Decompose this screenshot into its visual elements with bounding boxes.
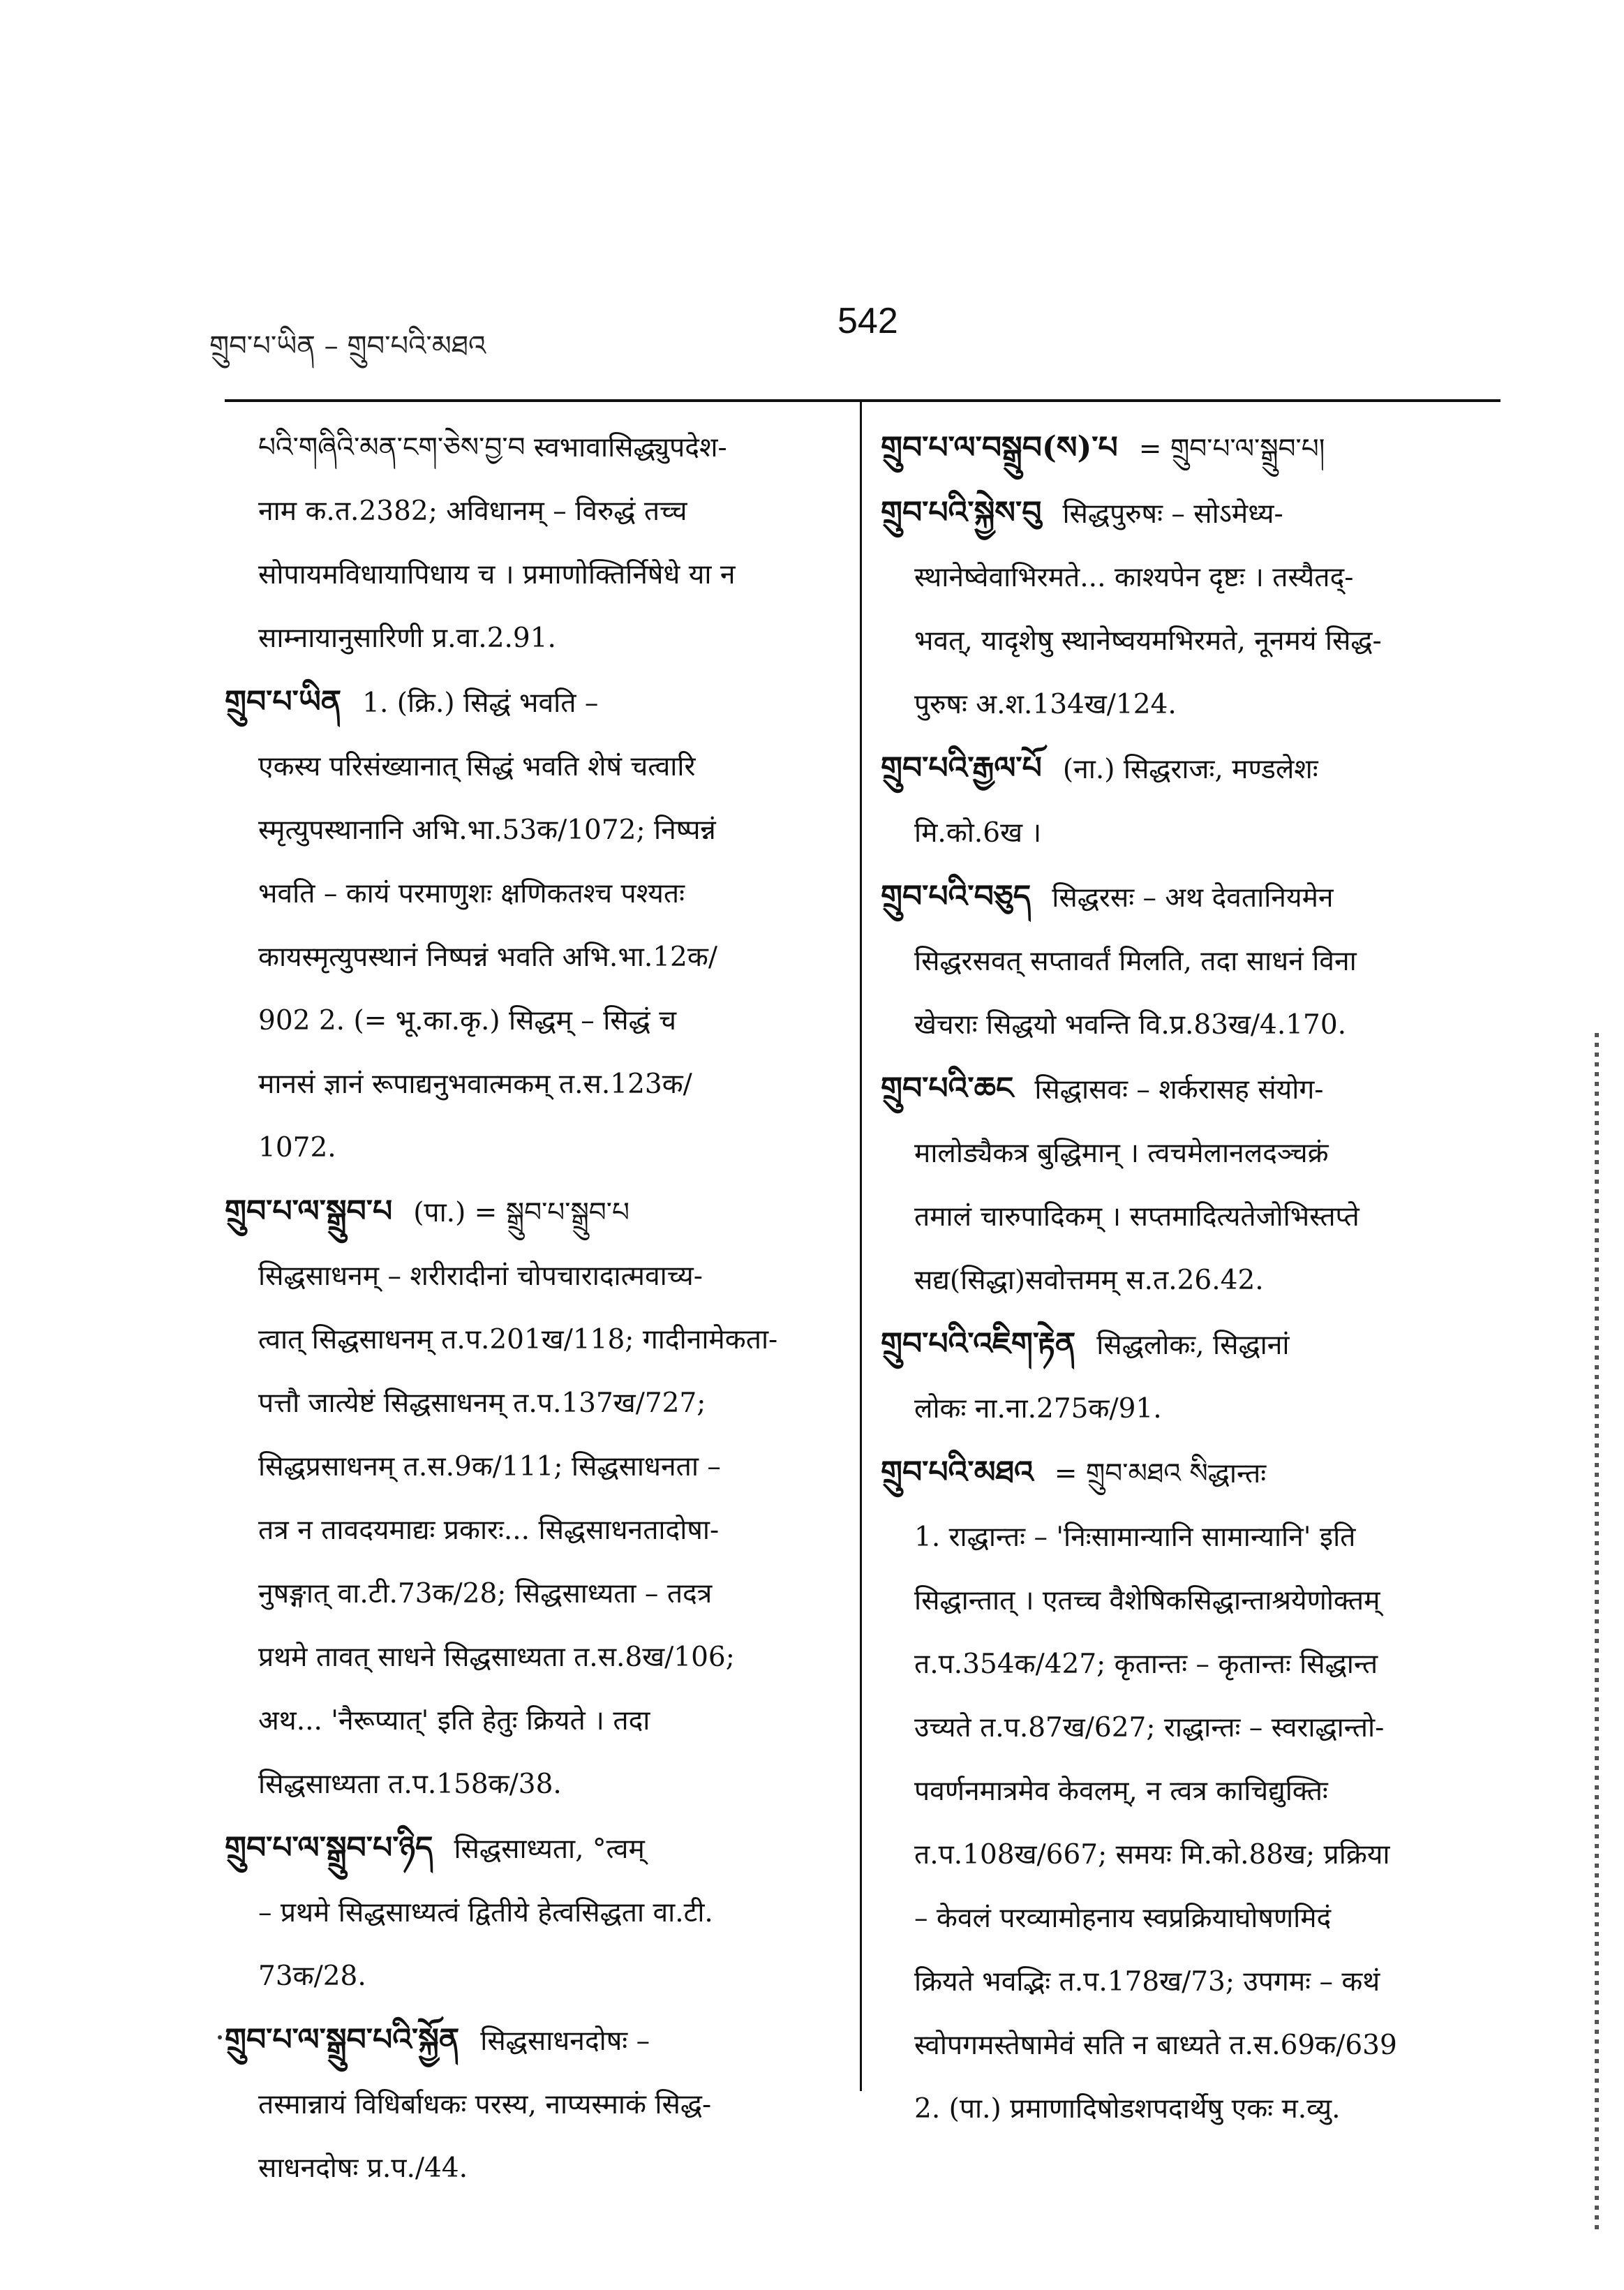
entry-text-line: मि.को.6ख ।: [914, 817, 1042, 849]
dictionary-entry-head: [881, 1441, 1496, 1505]
column-divider: [860, 402, 862, 2091]
entry-text-line: कायस्मृत्युपस्थानं निष्पन्नं भवति अभि.भा.12क/: [258, 942, 717, 973]
dictionary-entry-head: [881, 736, 1496, 801]
sanskrit-equivalent: सिद्धरसः – अथ देवतानियमेन: [1052, 882, 1334, 914]
entry-text-line: तत्र न तावदयमाद्यः प्रकारः... सिद्धसाधनतादोषा-: [258, 1515, 720, 1546]
entry-text-line: स्वोपगमस्तेषामेवं सति न बाध्यते त.स.69क/639: [914, 2030, 1397, 2061]
entry-text-line: सिद्धसाध्यता त.प.158क/38.: [258, 1769, 562, 1800]
entry-text-line: मालोड्यैकत्र बुद्धिमान् । त्वचमेलानलदञ्चक्रं: [914, 1138, 1329, 1169]
entry-text-line: पुरुषः अ.श.134ख/124.: [914, 689, 1177, 720]
entry-text-line: 1. राद्धान्तः – 'निःसामान्यानि सामान्यानि' इति: [914, 1522, 1356, 1553]
entry-text-line: पवर्णनमात्रमेव केवलम्, न त्वत्र काचिद्युक्तिः: [914, 1776, 1328, 1807]
page-number: 542: [837, 301, 898, 341]
entry-text-line: अथ... 'नैरूप्यात्' इति हेतुः क्रियते । तदा: [258, 1705, 650, 1737]
entry-text-line: सोपायमविधायापिधाय च । प्रमाणोक्तिर्निषेधे या न: [258, 559, 736, 590]
entry-text-line: तस्मान्नायं विधिर्बाधकः परस्य, नाप्यस्माकं सिद्ध-: [258, 2089, 712, 2120]
entry-text-line: 902 2. (= भू.का.कृ.) सिद्धम् – सिद्धं च: [258, 1005, 676, 1036]
entry-text-line: एकस्य परिसंख्यानात् सिद्धं भवति शेषं चत्वारि: [258, 751, 696, 782]
scan-speck: [218, 2035, 222, 2039]
entry-text-line: खेचराः सिद्धयो भवन्ति वि.प्र.83ख/4.170.: [914, 1009, 1347, 1041]
entry-text-line: सिद्धसाधनम् – शरीरादीनां चोपचारादात्मवाच्य-: [258, 1261, 703, 1292]
tibetan-headword: གྲུབ་པའི་མཐའ: [881, 1455, 1034, 1490]
entry-text-line: उच्यते त.प.87ख/627; राद्धान्तः – स्वराद्धान्तो-: [914, 1712, 1385, 1743]
entry-text-line: लोकः ना.ना.275क/91.: [914, 1393, 1162, 1425]
entry-text-line: तमालं चारुपादिकम् । सप्तमादित्यतेजोभिस्तप्ते: [914, 1201, 1359, 1233]
entry-text-line: स्थानेष्वेवाभिरमते... काश्यपेन दृष्टः । तस्यैतद्-: [914, 562, 1354, 593]
entry-text-line: भवत्, यादृशेषु स्थानेष्वयमभिरमते, नूनमयं सिद्ध-: [914, 625, 1382, 657]
entry-text-line: त्वात् सिद्धसाधनम् त.प.201ख/118; गादीनामेकता-: [258, 1324, 778, 1355]
tibetan-headword: གྲུབ་པའི་རྒྱལ་པོ: [881, 750, 1042, 786]
entry-text-line: 1072.: [258, 1132, 336, 1163]
dictionary-entry-head: [881, 865, 1496, 930]
entry-text-line: सिद्धान्तात् । एतच्च वैशेषिकसिद्धान्ताश्रयेणोक्तम्: [914, 1585, 1380, 1616]
tibetan-headword: གྲུབ་པ་ལ་སྒྲུབ་པའི་སྐྱོན: [225, 2022, 460, 2058]
scan-edge-marks: [1595, 1033, 1599, 2233]
entry-text-line: त.प.354क/427; कृतान्तः – कृतान्तः सिद्धान्त: [914, 1649, 1378, 1680]
entry-text-line: – प्रथमे सिद्धसाध्यत्वं द्वितीये हेत्वसिद्धता वा.टी.: [258, 1897, 713, 1928]
entry-text-line: पत्तौ जात्येष्टं सिद्धसाधनम् त.प.137ख/727;: [258, 1388, 706, 1419]
entry-text-line: साम्नायानुसारिणी प्र.वा.2.91.: [258, 623, 556, 654]
entry-text-line: नुषङ्गात् वा.टी.73क/28; सिद्धसाध्यता – तदत्र: [258, 1578, 713, 1609]
dictionary-entry-head: [225, 670, 839, 735]
entry-text-line: 73क/28.: [258, 1961, 366, 1992]
tibetan-headword: གྲུབ་པ་ལ་བསྒྲུབ(ས)་པ: [881, 430, 1118, 466]
right-column: [881, 416, 1496, 2141]
entry-text-line: 2. (पा.) प्रमाणादिषोडशपदार्थेषु एकः म.व्यु.: [914, 2093, 1341, 2125]
entry-text-line: नाम क.त.2382; अविधानम् – विरुद्धं तच्च: [258, 496, 687, 527]
dictionary-entry-head: [881, 481, 1496, 546]
dictionary-entry-head: [225, 1816, 839, 1881]
tibetan-headword: གྲུབ་པའི་ཆང: [881, 1071, 1014, 1106]
header-rule: [225, 399, 1500, 402]
sanskrit-equivalent: = གྲུབ་པ་ལ་སྒྲུབ་པ།: [1138, 433, 1325, 465]
dictionary-entry-head: [225, 1180, 839, 1244]
tibetan-headword: གྲུབ་པ་ལ་སྒྲུབ་པ་ཉིད: [225, 1830, 433, 1866]
sanskrit-equivalent: सिद्धपुरुषः – सोऽमेध्य-: [1062, 498, 1283, 530]
tibetan-headword: གྲུབ་པའི་བཅུད: [881, 879, 1031, 914]
sanskrit-equivalent: (पा.) = སྒྲུབ་པ་སྒྲུབ་པ: [413, 1197, 630, 1228]
dictionary-entry-head: [881, 416, 1496, 481]
entry-text-line: प्रथमे तावत् साधने सिद्धसाध्यता त.स.8ख/106;: [258, 1642, 735, 1673]
entry-text-line: – केवलं परव्यामोहनाय स्वप्रक्रियाघोषणमिदं: [914, 1903, 1332, 1934]
dictionary-entry-head: [881, 1057, 1496, 1122]
dictionary-entry-head: [225, 2008, 839, 2073]
tibetan-headword: གྲུབ་པ་ཡིན: [225, 684, 342, 720]
sanskrit-equivalent: 1. (क्रि.) सिद्धं भवति –: [362, 687, 599, 719]
left-column: [225, 416, 839, 2200]
entry-text-line: པའི་གཞིའི་མན་ངག་ཅེས་བྱ་བ स्वभावासिद्ध्युपदेश-: [258, 432, 727, 463]
sanskrit-equivalent: सिद्धसाधनदोषः –: [480, 2025, 650, 2057]
dictionary-entry-head: [881, 1312, 1496, 1377]
entry-text-line: सद्य(सिद्धा)सवोत्तमम् स.त.26.42.: [914, 1265, 1264, 1296]
sanskrit-equivalent: सिद्धलोकः, सिद्धानां: [1096, 1330, 1290, 1361]
page-header: [209, 300, 1452, 363]
tibetan-headword: གྲུབ་པའི་འཇིག་རྟེན: [881, 1326, 1076, 1362]
entry-text-line: सिद्धरसवत् सप्तावर्तं मिलति, तदा साधनं विना: [914, 946, 1357, 977]
entry-text-line: त.प.108ख/667; समयः मि.को.88ख; प्रक्रिया: [914, 1839, 1390, 1871]
entry-text-line: मानसं ज्ञानं रूपाद्यनुभवात्मकम् त.स.123क/: [258, 1069, 692, 1100]
sanskrit-equivalent: = གྲུབ་མཐའ སིद्धान्तः: [1054, 1458, 1267, 1489]
sanskrit-equivalent: सिद्धासवः – शर्करासह संयोग-: [1034, 1074, 1324, 1106]
sanskrit-equivalent: सिद्धसाध्यता, °त्वम्: [454, 1834, 645, 1865]
entry-text-line: क्रियते भवद्भिः त.प.178ख/73; उपगमः – कथं: [914, 1966, 1380, 1998]
tibetan-headword: གྲུབ་པའི་སྐྱེས་བུ: [881, 495, 1042, 530]
entry-text-line: स्मृत्युपस्थानानि अभि.भा.53क/1072; निष्पन्नं: [258, 815, 716, 846]
entry-text-line: सिद्धप्रसाधनम् त.स.9क/111; सिद्धसाधनता –: [258, 1451, 721, 1482]
sanskrit-equivalent: (ना.) सिद्धराजः, मण्डलेशः: [1062, 754, 1318, 785]
running-head: གྲུབ་པ་ཡིན – གྲུབ་པའི་མཐའ: [209, 330, 486, 362]
entry-text-line: साधनदोषः प्र.प./44.: [258, 2153, 468, 2184]
entry-text-line: भवति – कायं परमाणुशः क्षणिकतश्च पश्यतः: [258, 878, 685, 909]
tibetan-headword: གྲུབ་པ་ལ་སྒྲུབ་པ: [225, 1194, 393, 1229]
